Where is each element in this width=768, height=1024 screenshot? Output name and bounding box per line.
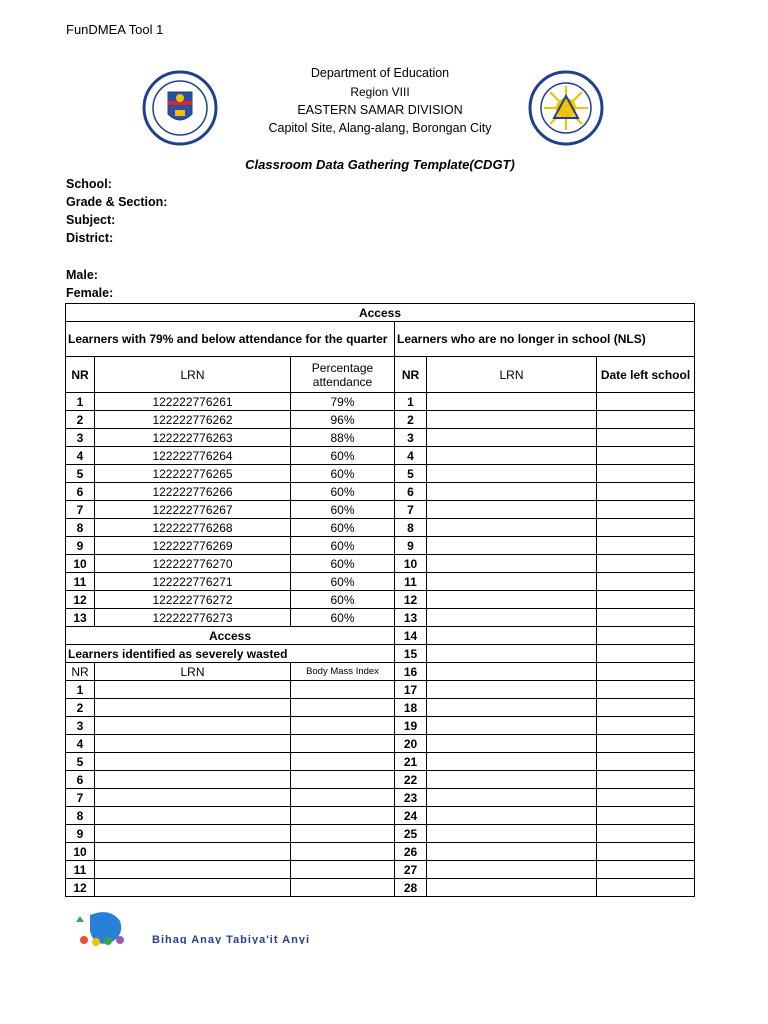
wasted-lrn-cell [95, 753, 291, 771]
nls-date-left-cell [597, 627, 695, 645]
attendance-lrn-cell: 122222776266 [95, 483, 291, 501]
attendance-lrn-cell: 122222776271 [95, 573, 291, 591]
wasted-nr-cell: 3 [66, 717, 95, 735]
wasted-nr-cell: 12 [66, 879, 95, 897]
nls-date-left-cell [597, 789, 695, 807]
nls-nr-cell: 9 [395, 537, 427, 555]
attendance-percentage-cell: 79% [291, 393, 395, 411]
wasted-bmi-cell [291, 789, 395, 807]
table-row [66, 663, 695, 681]
nls-lrn-cell [427, 537, 597, 555]
attendance-lrn-cell: 122222776261 [95, 393, 291, 411]
nls-lrn-cell [427, 555, 597, 573]
wasted-bmi-cell [291, 699, 395, 717]
col-nls-lrn-header: LRN [427, 357, 597, 393]
table-row [66, 699, 695, 717]
table-row [66, 465, 695, 483]
nls-lrn-cell [427, 627, 597, 645]
attendance-nr-cell: 11 [66, 573, 95, 591]
wasted-lrn-cell [95, 825, 291, 843]
nls-lrn-cell [427, 771, 597, 789]
attendance-lrn-cell: 122222776272 [95, 591, 291, 609]
attendance-percentage-cell: 60% [291, 537, 395, 555]
school-label: School: [66, 177, 112, 191]
table-row [66, 573, 695, 591]
nls-nr-cell: 20 [395, 735, 427, 753]
female-label: Female: [66, 286, 114, 300]
footer-slogan: Bihag Anay Tabiya'it Anyi [152, 934, 311, 944]
access-header-2: Access [66, 627, 395, 645]
nls-date-left-cell [597, 555, 695, 573]
wasted-lrn-cell [95, 681, 291, 699]
wasted-bmi-cell [291, 843, 395, 861]
wasted-nr-cell: 8 [66, 807, 95, 825]
table-row [66, 591, 695, 609]
table-row [66, 753, 695, 771]
nls-nr-cell: 28 [395, 879, 427, 897]
attendance-percentage-cell: 60% [291, 555, 395, 573]
wasted-lrn-cell [95, 699, 291, 717]
nls-lrn-cell [427, 825, 597, 843]
table-row [66, 825, 695, 843]
nls-lrn-cell [427, 519, 597, 537]
nls-nr-cell: 7 [395, 501, 427, 519]
attendance-nr-cell: 6 [66, 483, 95, 501]
table-row [66, 537, 695, 555]
table-row [66, 735, 695, 753]
nls-nr-cell: 8 [395, 519, 427, 537]
attendance-nr-cell: 1 [66, 393, 95, 411]
wasted-col-bmi-header: Body Mass Index [291, 663, 395, 681]
nls-nr-cell: 3 [395, 429, 427, 447]
nls-lrn-cell [427, 843, 597, 861]
nls-date-left-cell [597, 861, 695, 879]
wasted-nr-cell: 6 [66, 771, 95, 789]
wasted-nr-cell: 7 [66, 789, 95, 807]
table-row [66, 717, 695, 735]
table-row [66, 879, 695, 897]
subject-label: Subject: [66, 213, 116, 227]
wasted-nr-cell: 9 [66, 825, 95, 843]
nls-lrn-cell [427, 807, 597, 825]
nls-lrn-cell [427, 879, 597, 897]
attendance-lrn-cell: 122222776267 [95, 501, 291, 519]
wasted-nr-cell: 2 [66, 699, 95, 717]
nls-date-left-cell [597, 663, 695, 681]
attendance-lrn-cell: 122222776262 [95, 411, 291, 429]
nls-lrn-cell [427, 465, 597, 483]
nls-date-left-cell [597, 825, 695, 843]
access-header: Access [66, 304, 695, 322]
attendance-percentage-cell: 60% [291, 609, 395, 627]
nls-date-left-cell [597, 447, 695, 465]
nls-nr-cell: 19 [395, 717, 427, 735]
attendance-percentage-cell: 60% [291, 573, 395, 591]
attendance-lrn-cell: 122222776265 [95, 465, 291, 483]
nls-date-left-cell [597, 519, 695, 537]
nls-nr-cell: 18 [395, 699, 427, 717]
nls-nr-cell: 23 [395, 789, 427, 807]
attendance-nr-cell: 7 [66, 501, 95, 519]
nls-date-left-cell [597, 429, 695, 447]
nls-lrn-cell [427, 573, 597, 591]
nls-nr-cell: 10 [395, 555, 427, 573]
nls-lrn-cell [427, 483, 597, 501]
nls-lrn-cell [427, 591, 597, 609]
nls-date-left-cell [597, 843, 695, 861]
address: Capitol Site, Alang-alang, Borongan City [268, 121, 492, 135]
wasted-lrn-cell [95, 735, 291, 753]
nls-nr-cell: 2 [395, 411, 427, 429]
wasted-bmi-cell [291, 771, 395, 789]
nls-date-left-cell [597, 681, 695, 699]
attendance-percentage-cell: 88% [291, 429, 395, 447]
nls-nr-cell: 26 [395, 843, 427, 861]
table-row [66, 483, 695, 501]
grade-section-label: Grade & Section: [66, 195, 168, 209]
attendance-lrn-cell: 122222776264 [95, 447, 291, 465]
attendance-lrn-cell: 122222776263 [95, 429, 291, 447]
nls-lrn-cell [427, 447, 597, 465]
wasted-lrn-cell [95, 843, 291, 861]
attendance-nr-cell: 5 [66, 465, 95, 483]
nls-date-left-cell [597, 609, 695, 627]
wasted-bmi-cell [291, 879, 395, 897]
nls-nr-cell: 22 [395, 771, 427, 789]
nls-lrn-cell [427, 663, 597, 681]
tool-label: FunDMEA Tool 1 [66, 22, 164, 37]
attendance-percentage-cell: 60% [291, 501, 395, 519]
nls-date-left-cell [597, 753, 695, 771]
col-nr-header: NR [66, 357, 95, 393]
attendance-section-title: Learners with 79% and below attendance for the quarter [66, 322, 395, 357]
nls-nr-cell: 25 [395, 825, 427, 843]
table-row [66, 771, 695, 789]
nls-date-left-cell [597, 411, 695, 429]
nls-date-left-cell [597, 591, 695, 609]
wasted-lrn-cell [95, 879, 291, 897]
table-row [66, 807, 695, 825]
table-row [66, 411, 695, 429]
nls-lrn-cell [427, 699, 597, 717]
wasted-nr-cell: 1 [66, 681, 95, 699]
wasted-bmi-cell [291, 807, 395, 825]
attendance-nr-cell: 9 [66, 537, 95, 555]
nls-nr-cell: 27 [395, 861, 427, 879]
nls-lrn-cell [427, 501, 597, 519]
nls-nr-cell: 13 [395, 609, 427, 627]
attendance-lrn-cell: 122222776268 [95, 519, 291, 537]
nls-lrn-cell [427, 735, 597, 753]
nls-lrn-cell [427, 861, 597, 879]
table-row [66, 609, 695, 627]
nls-nr-cell: 15 [395, 645, 427, 663]
attendance-nr-cell: 4 [66, 447, 95, 465]
table-row [66, 393, 695, 411]
nls-date-left-cell [597, 735, 695, 753]
data-gathering-table [65, 303, 695, 897]
nls-nr-cell: 4 [395, 447, 427, 465]
wasted-bmi-cell [291, 681, 395, 699]
nls-nr-cell: 14 [395, 627, 427, 645]
wasted-lrn-cell [95, 861, 291, 879]
wasted-bmi-cell [291, 753, 395, 771]
attendance-lrn-cell: 122222776273 [95, 609, 291, 627]
wasted-bmi-cell [291, 735, 395, 753]
table-row [66, 861, 695, 879]
nls-date-left-cell [597, 393, 695, 411]
table-row [66, 843, 695, 861]
attendance-percentage-cell: 96% [291, 411, 395, 429]
wasted-lrn-cell [95, 771, 291, 789]
document-title: Classroom Data Gathering Template(CDGT) [245, 157, 515, 172]
table-row [66, 645, 695, 663]
nls-lrn-cell [427, 411, 597, 429]
division-name: EASTERN SAMAR DIVISION [297, 103, 463, 117]
col-nls-nr-header: NR [395, 357, 427, 393]
nls-date-left-cell [597, 717, 695, 735]
attendance-percentage-cell: 60% [291, 483, 395, 501]
nls-lrn-cell [427, 429, 597, 447]
nls-date-left-cell [597, 465, 695, 483]
nls-date-left-cell [597, 645, 695, 663]
nls-date-left-cell [597, 771, 695, 789]
table-row [66, 429, 695, 447]
nls-date-left-cell [597, 483, 695, 501]
nls-date-left-cell [597, 807, 695, 825]
division-seal-logo [528, 70, 604, 146]
col-lrn-header: LRN [95, 357, 291, 393]
nls-date-left-cell [597, 537, 695, 555]
attendance-nr-cell: 12 [66, 591, 95, 609]
nls-nr-cell: 12 [395, 591, 427, 609]
attendance-nr-cell: 8 [66, 519, 95, 537]
nls-lrn-cell [427, 789, 597, 807]
attendance-percentage-cell: 60% [291, 465, 395, 483]
table-row [66, 627, 695, 645]
wasted-nr-cell: 11 [66, 861, 95, 879]
attendance-percentage-cell: 60% [291, 447, 395, 465]
wasted-nr-cell: 10 [66, 843, 95, 861]
nls-date-left-cell [597, 699, 695, 717]
nls-lrn-cell [427, 393, 597, 411]
wasted-bmi-cell [291, 717, 395, 735]
wasted-bmi-cell [291, 861, 395, 879]
nls-lrn-cell [427, 681, 597, 699]
nls-lrn-cell [427, 609, 597, 627]
nls-nr-cell: 11 [395, 573, 427, 591]
table-row [66, 789, 695, 807]
table-row [66, 501, 695, 519]
footer-logo [70, 910, 160, 950]
attendance-nr-cell: 3 [66, 429, 95, 447]
nls-nr-cell: 16 [395, 663, 427, 681]
dept-name: Department of Education [310, 66, 450, 80]
nls-date-left-cell [597, 501, 695, 519]
region-name: Region VIII [350, 85, 410, 99]
nls-date-left-cell [597, 573, 695, 591]
table-row [66, 555, 695, 573]
nls-lrn-cell [427, 717, 597, 735]
nls-section-title: Learners who are no longer in school (NLS) [395, 322, 695, 357]
nls-nr-cell: 17 [395, 681, 427, 699]
district-label: District: [66, 231, 114, 245]
wasted-bmi-cell [291, 825, 395, 843]
wasted-section-title: Learners identified as severely wasted [66, 645, 395, 663]
attendance-nr-cell: 13 [66, 609, 95, 627]
wasted-lrn-cell [95, 807, 291, 825]
attendance-percentage-cell: 60% [291, 519, 395, 537]
nls-nr-cell: 5 [395, 465, 427, 483]
col-date-left-header: Date left school [597, 357, 695, 393]
nls-date-left-cell [597, 879, 695, 897]
attendance-nr-cell: 10 [66, 555, 95, 573]
attendance-percentage-cell: 60% [291, 591, 395, 609]
table-row [66, 519, 695, 537]
attendance-nr-cell: 2 [66, 411, 95, 429]
col-percentage-header: Percentage attendance [291, 357, 395, 393]
nls-lrn-cell [427, 753, 597, 771]
nls-nr-cell: 21 [395, 753, 427, 771]
wasted-lrn-cell [95, 789, 291, 807]
wasted-lrn-cell [95, 717, 291, 735]
wasted-nr-cell: 5 [66, 753, 95, 771]
male-label: Male: [66, 268, 98, 282]
nls-nr-cell: 24 [395, 807, 427, 825]
wasted-nr-cell: 4 [66, 735, 95, 753]
attendance-lrn-cell: 122222776269 [95, 537, 291, 555]
nls-nr-cell: 6 [395, 483, 427, 501]
wasted-col-nr-header: NR [66, 663, 95, 681]
attendance-lrn-cell: 122222776270 [95, 555, 291, 573]
table-row [66, 681, 695, 699]
nls-nr-cell: 1 [395, 393, 427, 411]
wasted-col-lrn-header: LRN [95, 663, 291, 681]
table-row [66, 447, 695, 465]
nls-lrn-cell [427, 645, 597, 663]
